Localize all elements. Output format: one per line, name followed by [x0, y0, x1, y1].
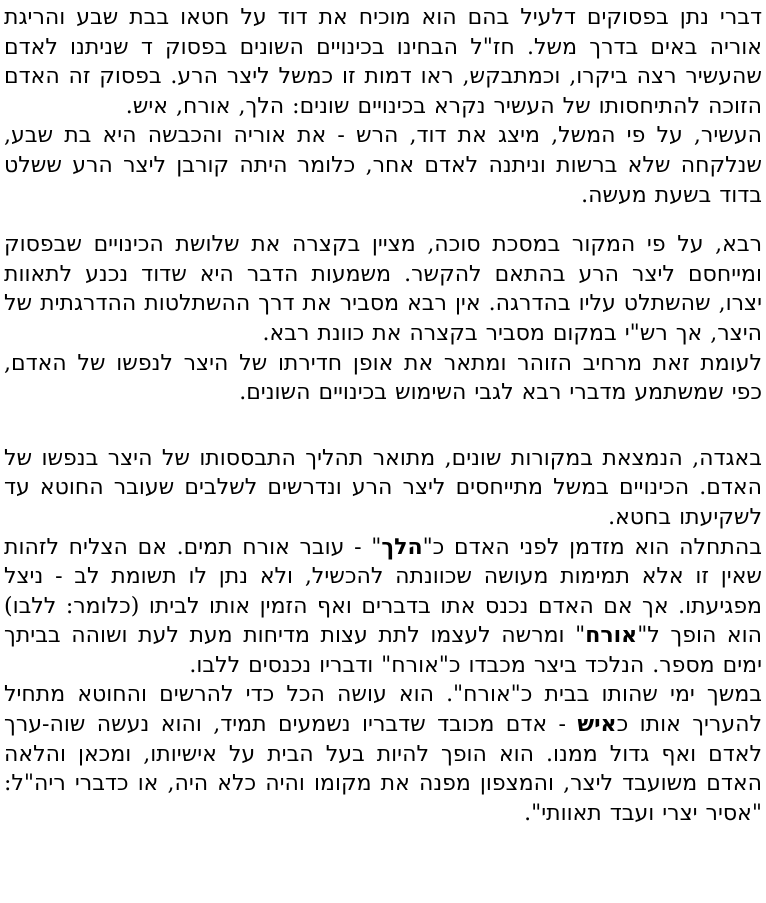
paragraph-zohar — [4, 349, 762, 408]
text-run: לעומת זאת מרחיב הזוהר ומתאר את אופן חדירתו של היצר לנפשו של האדם, כפי שמשתמע מדברי רבא לגבי השימוש בכינויים השונים. — [4, 350, 762, 406]
paragraph-helech-oreach-stages — [4, 533, 762, 681]
text-run: דברי נתן בפסוקים דלעיל בהם הוא מוכיח את דוד על חטאו בבת שבע והריגת אוריה באים בדרך משל. חז"ל הבחינו בכינויים השונים בפסוק ד שניתנו לאדם שהעשיר רצה ביקרו, וכמתבקש, ראו דמות זו כמשל ליצר הרע. בפסוק זה האדם הזוכה להתיחסותו של העשיר נקרא בכינויים שונים: הלך, אורח, איש. — [4, 5, 762, 119]
text-run: במשך ימי שהותו בבית כ"אורח". הוא עושה הכל כדי להרשים והחוטא מתחיל להעריך אותו כ — [4, 682, 762, 738]
text-run: העשיר, על פי המשל, מיצג את דוד, הרש - את אוריה והכבשה היא בת שבע, שנלקחה שלא ברשות וניתנה לאדם אחר, כלומר היתה קורבן ליצר הרע ששלט בדוד בשעת מעשה. — [4, 123, 762, 208]
text-run: באגדה, הנמצאת במקורות שונים, מתואר תהליך התבססותו של היצר בנפשו של האדם. הכינויים במשל מתייחסים ליצר הרע ונדרשים לשלבים שעובר החוטא עד לשקיעתו בחטא. — [4, 445, 762, 530]
bold-text-run: אורח — [585, 622, 638, 649]
paragraph-parable-mapping — [4, 121, 762, 210]
text-run: רבא, על פי המקור במסכת סוכה, מציין בקצרה את שלושת הכינויים שבפסוק ומייחסם ליצר הרע בהתאם להקשר. משמעות הדבר היא שדוד נכנע לתאוות יצרו, שהשתלט עליו בהדרגה. אין רבא מסביר את דרך ההשתלטות ההדרגתית של היצר, אך רש"י במקום מסביר בקצרה את כוונת רבא. — [4, 232, 762, 346]
paragraph-nathan-parable — [4, 3, 762, 121]
bold-text-run: הלך — [381, 533, 423, 560]
paragraph-rava-sukkah — [4, 230, 762, 348]
text-run: בהתחלה הוא מזדמן לפני האדם כ" — [422, 534, 762, 560]
bold-text-run: איש — [577, 711, 617, 738]
text-run: " ומרשה לעצמו לתת עצות מדיחות מעת לעת ושוהה בביתך ימים מספר. הנלכד ביצר מכבדו כ"אורח" ודבריו נכנסים ללבו. — [4, 623, 762, 678]
text-run: " - עובר אורח תמים. אם הצליח לזהות שאין זו אלא תמימות מעושה שכוונתה להכשיל, ולא נתן לו תשומת לב - ניצל מפגיעתו. אך אם האדם נכנס אתו בדברים ואף הזמין אותו לביתו (כלומר: ללבו) הוא הופך ל" — [4, 534, 762, 649]
paragraph-ish-final-stage — [4, 680, 762, 828]
text-run: - אדם מכובד שדבריו נשמעים תמיד, והוא נעשה שוה-ערך לאדם ואף גדול ממנו. הוא הופך להיות בעל הבית על אישיותו, ומכאן והלאה האדם משועבד ליצר, והמצפון מפנה את מקומו והיה כלא היה, או כדברי ריה"ל: "אסיר יצרי ועבד תאוותי". — [4, 712, 762, 826]
paragraph-aggadah-process — [4, 444, 762, 533]
